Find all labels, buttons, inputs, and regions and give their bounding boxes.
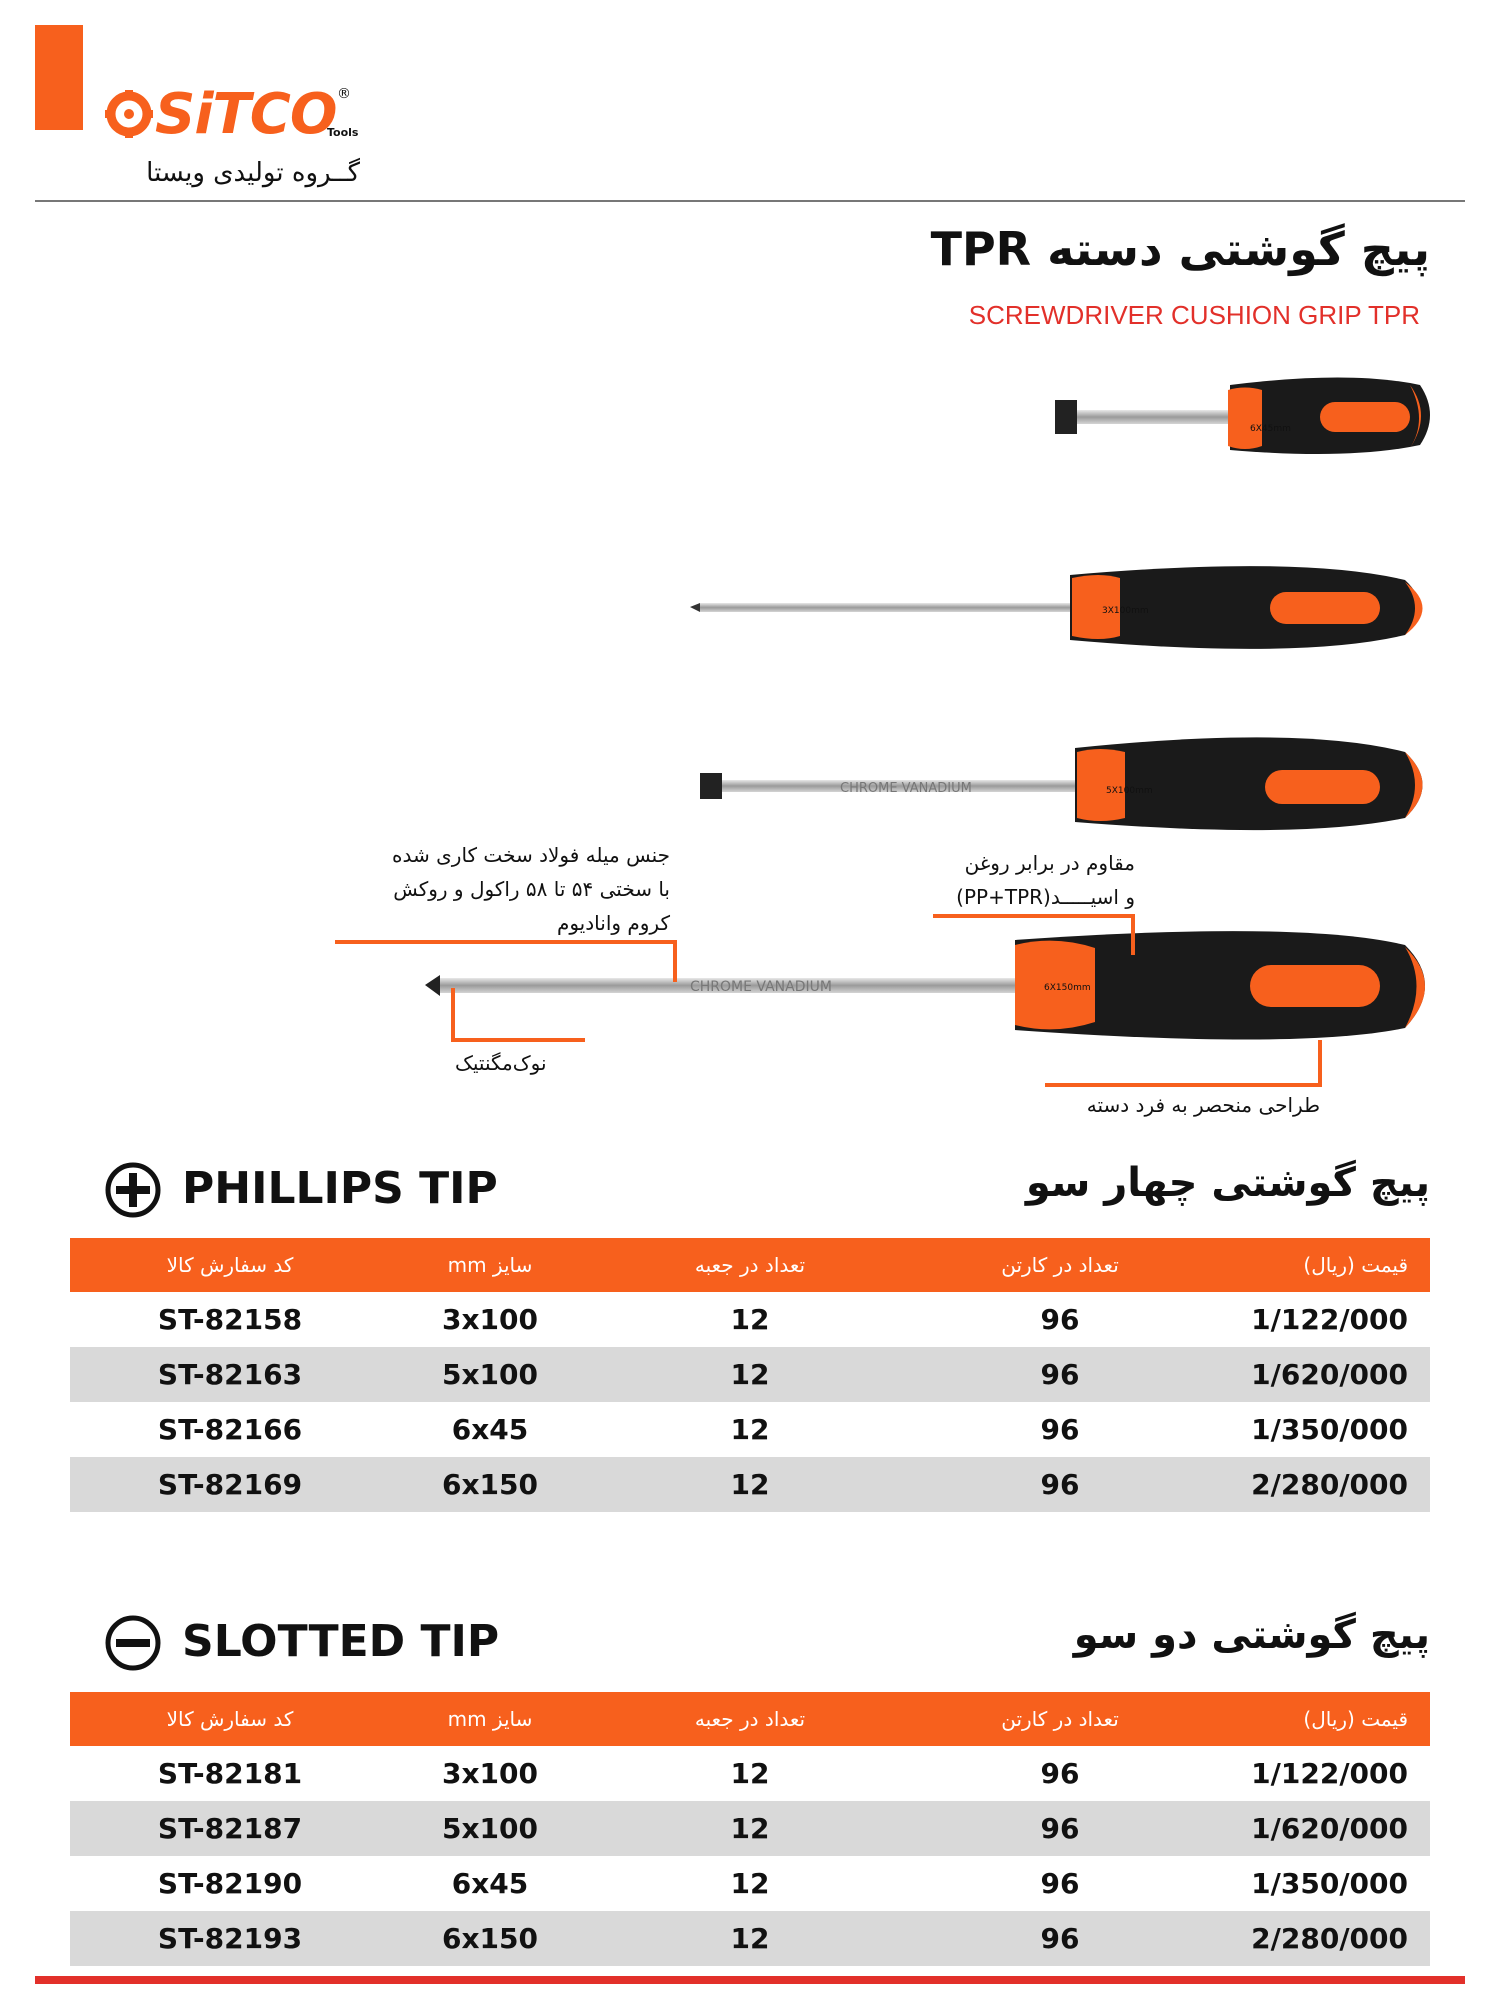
logo-subtext: Tools [327,126,359,139]
header-carton: تعداد در کارتن [910,1692,1210,1746]
cell-box: 12 [590,1347,910,1402]
table-row [70,1402,1430,1457]
cell-code: ST-82187 [70,1801,390,1856]
slotted-heading-fa: پیچ گوشتی دو سو [1073,1612,1430,1658]
slotted-tip-icon [105,1615,161,1671]
cell-code: ST-82158 [157,1303,303,1336]
tool3-shaft-text: CHROME VANADIUM [840,781,972,796]
cell-size: 6x45 [451,1867,529,1900]
callout-magnetic-tip: نوک‌مگنتیک [455,1051,547,1075]
screwdriver-slotted-5x100 [700,737,1423,830]
header-code: کد سفارش کالا [70,1238,390,1292]
cell-price: 1/350/000 [1251,1413,1408,1446]
table-row [70,1856,1430,1911]
cell-price: 1/620/000 [1210,1801,1430,1856]
company-name: گــروه تولیدی ویستا [146,158,360,188]
cell-carton: 96 [910,1801,1210,1856]
tool4-shaft-text: CHROME VANADIUM [690,979,832,995]
logo-gear-icon [105,90,153,138]
header-size: سایز mm [390,1692,590,1746]
cell-box: 12 [590,1911,910,1966]
table-row [70,1911,1430,1966]
callout-material-line2: با سختی ۵۴ تا ۵۸ راکول و روکش [393,877,670,901]
screwdriver-phillips-3x100 [690,566,1423,649]
callout-resistance-line2: و اسیـــــد(PP+TPR) [956,885,1135,909]
cell-code: ST-82193 [70,1911,390,1966]
cell-carton: 96 [910,1911,1210,1966]
cell-size: 3x100 [442,1303,538,1336]
cell-code: ST-82166 [157,1413,303,1446]
cell-price: 1/620/000 [1210,1347,1430,1402]
cell-box: 12 [730,1413,770,1446]
cell-carton: 96 [1040,1867,1080,1900]
cell-size: 6x150 [390,1911,590,1966]
cell-code: ST-82190 [157,1867,303,1900]
table-row [70,1292,1430,1347]
cell-code: ST-82181 [157,1757,303,1790]
callout-material-line1: جنس میله فولاد سخت کاری شده [392,843,670,867]
slotted-price-table [70,1692,1430,1966]
table-header-row [70,1238,1430,1292]
cell-size: 5x100 [390,1801,590,1856]
callout-resistance [956,846,1135,914]
cell-price: 2/280/000 [1210,1911,1430,1966]
table-row [70,1801,1430,1856]
phillips-tip-icon [105,1162,161,1218]
header-code: کد سفارش کالا [70,1692,390,1746]
cell-code: ST-82169 [70,1457,390,1512]
logo-wordmark: SiTCO [155,82,337,147]
cell-code: ST-82163 [70,1347,390,1402]
callout-resistance-line1: مقاوم در برابر روغن [964,851,1135,875]
tool3-size-marking: 5X100mm [1106,786,1153,796]
table-row [70,1347,1430,1402]
brand-accent-bar [35,25,83,130]
cell-size: 6x45 [451,1413,529,1446]
slotted-heading-en: SLOTTED TIP [182,1616,500,1667]
header-box: تعداد در جعبه [590,1692,910,1746]
phillips-price-table [70,1238,1430,1512]
tool4-size-marking: 6X150mm [1044,983,1091,993]
cell-box: 12 [730,1757,770,1790]
cell-box: 12 [590,1457,910,1512]
header-price: قیمت (ریال) [1210,1692,1430,1746]
cell-carton: 96 [910,1457,1210,1512]
cell-price: 2/280/000 [1210,1457,1430,1512]
header-divider [35,200,1465,202]
callout-design: طراحی منحصر به فرد دسته [1086,1093,1320,1117]
phillips-heading-en: PHILLIPS TIP [182,1163,498,1214]
footer-bar [35,1976,1465,1984]
page-title-fa: پیچ گوشتی دسته TPR [930,222,1430,276]
cell-box: 12 [730,1867,770,1900]
header-box: تعداد در جعبه [590,1238,910,1292]
cell-size: 5x100 [390,1347,590,1402]
page-title-en: SCREWDRIVER CUSHION GRIP TPR [968,300,1420,330]
cell-price: 1/350/000 [1251,1867,1408,1900]
callout-material [392,838,670,940]
callout-line-design [1045,1040,1320,1085]
tool1-size-marking: 6X45mm [1250,424,1291,434]
cell-box: 12 [730,1303,770,1336]
cell-size: 6x150 [390,1457,590,1512]
logo-registered: ® [337,86,351,102]
table-row [70,1746,1430,1801]
header-carton: تعداد در کارتن [910,1238,1210,1292]
sitco-logo [105,82,365,148]
callout-line-magnetic [453,988,585,1040]
callout-line-material [335,942,675,982]
cell-price: 1/122/000 [1251,1757,1408,1790]
header-price: قیمت (ریال) [1210,1238,1430,1292]
table-header-row [70,1692,1430,1746]
callout-material-line3: کروم واناديوم [556,911,670,935]
table-row [70,1457,1430,1512]
cell-carton: 96 [1040,1303,1080,1336]
cell-carton: 96 [1040,1757,1080,1790]
screwdriver-illustration [0,360,1500,1120]
cell-price: 1/122/000 [1251,1303,1408,1336]
cell-box: 12 [590,1801,910,1856]
cell-carton: 96 [1040,1413,1080,1446]
screwdriver-phillips-6x150 [425,931,1425,1039]
screwdriver-slotted-6x45 [1055,378,1430,455]
cell-carton: 96 [910,1347,1210,1402]
tool2-size-marking: 3X100mm [1102,606,1149,616]
phillips-heading-fa: پیچ گوشتی چهار سو [1025,1160,1430,1206]
cell-size: 3x100 [442,1757,538,1790]
header-size: سایز mm [390,1238,590,1292]
